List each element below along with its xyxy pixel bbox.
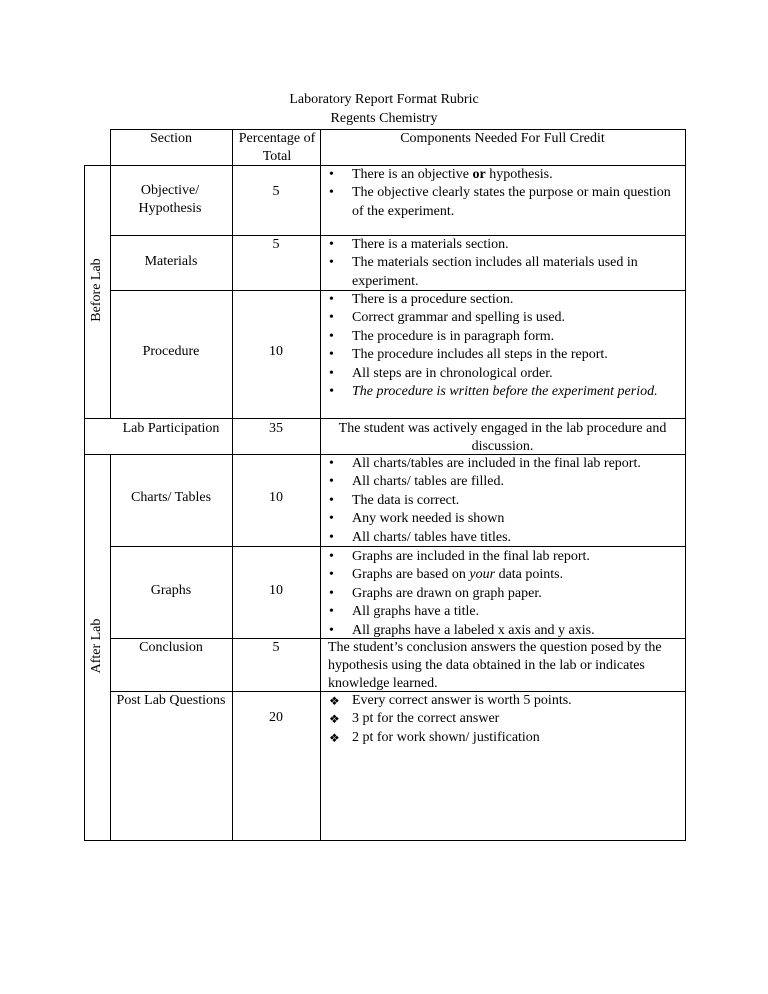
table-border-left [84,165,85,841]
list-item: • All charts/ tables are filled. [322,473,682,491]
row-section-postlab: Post Lab Questions [116,693,226,708]
row-pct-participation: 35 [269,421,283,436]
row-section-materials: Materials [144,254,198,269]
list-item: • There is a materials section. [322,236,672,254]
row-section-charts: Charts/ Tables [130,490,212,505]
list-item: • The procedure is written before the experiment period. [322,383,672,401]
list-item: • All charts/tables are included in the final lab report. [322,455,682,473]
group-label-after-lab: After Lab [89,618,104,674]
list-item: • Graphs are included in the final lab report. [322,548,682,566]
row-components-graphs [322,548,682,640]
header-section: Section [150,131,192,146]
row-components-participation: The student was actively engaged in the lab procedure and discussion. [338,421,667,454]
row-pct-postlab: 20 [269,710,283,725]
list-item: • Correct grammar and spelling is used. [322,309,672,327]
table-border-right [685,129,686,841]
row-section-procedure: Procedure [142,344,200,359]
list-item: • There is an objective or hypothesis. [322,166,672,184]
row-components-postlab [322,692,672,747]
list-item: • The materials section includes all materials used in experiment. [322,254,672,291]
list-item: • Graphs are drawn on graph paper. [322,585,682,603]
list-item: • The procedure is in paragraph form. [322,328,672,346]
column-divider [320,129,321,841]
group-label-before-lab: Before Lab [89,258,104,322]
row-components-conclusion: The student’s conclusion answers the question posed by the hypothesis using the data obtained in the lab or indicates knowledge learned. [328,640,662,691]
row-section-participation: Lab Participation [122,421,220,436]
list-item: • There is a procedure section. [322,291,672,309]
row-pct-charts: 10 [269,490,283,505]
row-pct-objective: 5 [272,184,280,199]
row-section-graphs: Graphs [150,583,192,598]
row-components-procedure [322,291,672,401]
table-border-bottom [84,840,686,841]
header-components: Components Needed For Full Credit [400,131,605,146]
list-item: • Any work needed is shown [322,510,682,528]
list-item: • All graphs have a title. [322,603,682,621]
page-subtitle: Regents Chemistry [330,111,438,126]
row-section-objective: Objective/ Hypothesis [138,183,202,216]
row-section-conclusion: Conclusion [139,640,203,655]
row-divider [84,418,686,419]
row-pct-procedure: 10 [269,344,283,359]
page-title: Laboratory Report Format Rubric [289,92,479,107]
list-item: ❖ Every correct answer is worth 5 points. [322,692,672,710]
header-percentage: Percentage of Total [238,131,316,164]
list-item: • The objective clearly states the purpose or main question of the experiment. [322,184,672,221]
list-item: • All steps are in chronological order. [322,365,672,383]
row-pct-graphs: 10 [269,583,283,598]
column-divider [110,165,111,418]
list-item: • Graphs are based on your data points. [322,566,682,584]
list-item: • The procedure includes all steps in the report. [322,346,672,364]
list-item: • All graphs have a labeled x axis and y axis. [322,622,682,640]
row-pct-materials: 5 [272,237,280,252]
list-item: ❖ 2 pt for work shown/ justification [322,729,672,747]
row-components-objective [322,166,672,221]
list-item: • The data is correct. [322,492,682,510]
list-item: • All charts/ tables have titles. [322,529,682,547]
row-components-charts [322,455,682,547]
row-components-materials [322,236,672,291]
list-item: ❖ 3 pt for the correct answer [322,710,672,728]
row-pct-conclusion: 5 [272,640,280,655]
